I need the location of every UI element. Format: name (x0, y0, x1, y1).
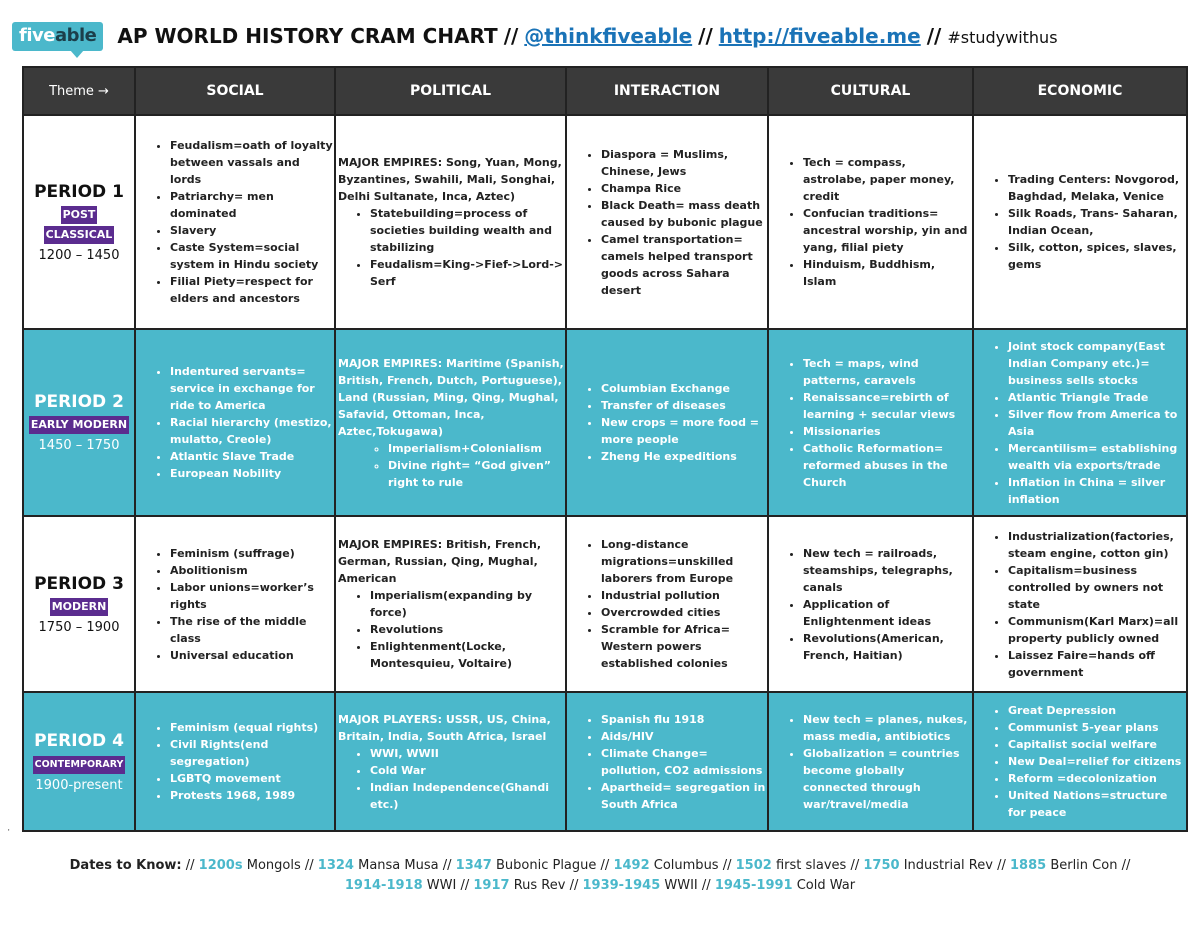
cultural-cell (768, 115, 973, 329)
economic-cell (973, 115, 1187, 329)
list-item: • Feudalism=oath of loyalty between vassals and lords (170, 137, 334, 188)
list-item: • Protests 1968, 1989 (170, 787, 334, 804)
list-item: • Capitalist social welfare (1008, 736, 1186, 753)
list-item: ◦ Divine right= “God given” right to rule (388, 457, 565, 491)
list-item: • Inflation in China = silver inflation (1008, 474, 1186, 508)
list-item: • Atlantic Slave Trade (170, 448, 334, 465)
list-item: • Silk, cotton, spices, slaves, gems (1008, 239, 1186, 273)
bullet-list (136, 137, 334, 307)
era-badge: MODERN (50, 598, 109, 616)
footer-separator: // (701, 878, 711, 893)
period-dates: 1200 – 1450 (38, 247, 120, 263)
logo-part-a: five (19, 24, 55, 46)
bullet-list (567, 536, 767, 672)
period-row (23, 516, 1187, 692)
bullet-list (974, 171, 1186, 273)
interaction-cell (566, 692, 768, 831)
period-name: PERIOD 4 (34, 730, 124, 751)
list-item: • Filial Piety=respect for elders and ancestors (170, 273, 334, 307)
title-line (117, 24, 1057, 48)
date-event: Columbus (653, 858, 719, 873)
date-event: Cold War (796, 878, 856, 893)
list-item: • New tech = planes, nukes, mass media, antibiotics (803, 711, 972, 745)
bullet-list (974, 528, 1186, 681)
header-row (23, 67, 1187, 115)
column-header-interaction: INTERACTION (566, 67, 768, 115)
website-link[interactable]: http://fiveable.me (718, 24, 921, 48)
political-cell (335, 329, 566, 516)
list-item: • Reform =decolonization (1008, 770, 1186, 787)
cultural-cell (768, 692, 973, 831)
dates-label: Dates to Know: (69, 858, 182, 873)
list-item: • Labor unions=worker’s rights (170, 579, 334, 613)
interaction-cell (566, 516, 768, 692)
footer-separator: // (997, 858, 1006, 873)
list-item: • New Deal=relief for citizens (1008, 753, 1186, 770)
list-item: • Hinduism, Buddhism, Islam (803, 256, 972, 290)
page-title: AP WORLD HISTORY CRAM CHART (117, 24, 498, 48)
period-label-cell (23, 516, 135, 692)
period-row (23, 329, 1187, 516)
list-item: • Application of Enlightenment ideas (803, 596, 972, 630)
date-event: WWI (426, 878, 457, 893)
bullet-list (769, 545, 972, 664)
list-item: • Spanish flu 1918 (601, 711, 767, 728)
bullet-list (567, 146, 767, 299)
logo-part-b: able (54, 24, 97, 46)
list-item: • Tech = maps, wind patterns, caravels (803, 355, 972, 389)
footer-separator: // (442, 858, 452, 873)
list-item: • Overcrowded cities (601, 604, 767, 621)
period-dates: 1900-present (35, 777, 123, 793)
footer-separator: // (460, 878, 470, 893)
title-separator: // (698, 24, 713, 48)
period-label-cell (23, 692, 135, 831)
bullet-list (974, 702, 1186, 821)
date-event: Mansa Musa (358, 858, 439, 873)
fiveable-logo[interactable] (12, 22, 103, 51)
footer-separator: // (569, 878, 579, 893)
date-year: 1492 (613, 858, 650, 873)
column-header-theme: Theme → (23, 67, 135, 115)
list-item: • New tech = railroads, steamships, telegraphs, canals (803, 545, 972, 596)
date-event: WWII (664, 878, 698, 893)
list-item: • Mercantilism= establishing wealth via exports/trade (1008, 440, 1186, 474)
header (12, 18, 1058, 54)
era-badge: POST (61, 206, 98, 224)
list-item: • Zheng He expeditions (601, 448, 767, 465)
political-lead: MAJOR EMPIRES: British, French, German, Russian, Qing, Mughal, American (338, 538, 542, 585)
period-label-cell (23, 329, 135, 516)
list-item: • Feudalism=King->Fief->Lord-> Serf (370, 256, 565, 290)
bullet-list (769, 355, 972, 491)
interaction-cell (566, 329, 768, 516)
social-cell (135, 516, 335, 692)
bullet-list (336, 440, 565, 491)
cram-chart-table (22, 66, 1188, 832)
list-item: • Missionaries (803, 423, 972, 440)
list-item: • Silk Roads, Trans- Saharan, Indian Ocean, (1008, 205, 1186, 239)
political-lead: MAJOR EMPIRES: Song, Yuan, Mong, Byzantines, Swahili, Mali, Songhai, Delhi Sultanate, Inca, Aztec) (338, 156, 562, 203)
date-year: 1347 (455, 858, 492, 873)
dates-to-know (20, 856, 1180, 896)
footer-separator: // (722, 858, 732, 873)
footer-separator: // (1121, 858, 1131, 873)
bullet-list (567, 711, 767, 813)
list-item: • Universal education (170, 647, 334, 664)
date-year: 1502 (735, 858, 772, 873)
list-item: • Aids/HIV (601, 728, 767, 745)
date-event: Rus Rev (513, 878, 566, 893)
era-badge: EARLY MODERN (29, 416, 129, 434)
bullet-list (336, 205, 565, 290)
list-item: • European Nobility (170, 465, 334, 482)
list-item: • Great Depression (1008, 702, 1186, 719)
date-year: 1917 (473, 878, 510, 893)
list-item: • Patriarchy= men dominated (170, 188, 334, 222)
footer-separator: // (185, 858, 195, 873)
list-item: • Joint stock company(East Indian Company etc.)= business sells stocks (1008, 338, 1186, 389)
footer-separator: // (850, 858, 860, 873)
economic-cell (973, 329, 1187, 516)
list-item: • United Nations=structure for peace (1008, 787, 1186, 821)
bullet-list (336, 587, 565, 672)
political-lead: MAJOR PLAYERS: USSR, US, China, Britain, India, South Africa, Israel (338, 712, 551, 743)
title-separator: // (503, 24, 519, 48)
period-row (23, 115, 1187, 329)
list-item: • The rise of the middle class (170, 613, 334, 647)
cultural-cell (768, 329, 973, 516)
footer-separator: // (600, 858, 610, 873)
social-cell (135, 329, 335, 516)
list-item: • Climate Change= pollution, CO2 admissions (601, 745, 767, 779)
period-name: PERIOD 3 (34, 573, 124, 594)
handle-link[interactable]: @thinkfiveable (524, 24, 693, 48)
cultural-cell (768, 516, 973, 692)
list-item: • Capitalism=business controlled by owners not state (1008, 562, 1186, 613)
political-lead: MAJOR EMPIRES: Maritime (Spanish, British, French, Dutch, Portuguese), Land (Russian, Ming, Qing, Mughal, Safavid, Ottoman, Inca, Aztec,Tokugawa) (338, 356, 564, 438)
interaction-cell (566, 115, 768, 329)
political-cell (335, 516, 566, 692)
list-item: • Tech = compass, astrolabe, paper money, credit (803, 154, 972, 205)
political-cell (335, 115, 566, 329)
list-item: • New crops = more food = more people (601, 414, 767, 448)
bullet-list (136, 545, 334, 664)
list-item: • Revolutions(American, French, Haitian) (803, 630, 972, 664)
list-item: • Enlightenment(Locke, Montesquieu, Voltaire) (370, 638, 565, 672)
date-year: 1945-1991 (714, 878, 793, 893)
list-item: • Statebuilding=process of societies building wealth and stabilizing (370, 205, 565, 256)
list-item: • Columbian Exchange (601, 380, 767, 397)
date-year: 1939-1945 (582, 878, 661, 893)
list-item: • Racial hierarchy (mestizo, mulatto, Creole) (170, 414, 334, 448)
date-event: Industrial Rev (903, 858, 993, 873)
list-item: • Camel transportation= camels helped transport goods across Sahara desert (601, 231, 767, 299)
list-item: • Feminism (suffrage) (170, 545, 334, 562)
title-separator: // (926, 24, 942, 48)
date-event: Berlin Con (1050, 858, 1118, 873)
list-item: • Confucian traditions= ancestral worship, yin and yang, filial piety (803, 205, 972, 256)
list-item: • Cold War (370, 762, 565, 779)
period-row (23, 692, 1187, 831)
list-item: • LGBTQ movement (170, 770, 334, 787)
list-item: • Abolitionism (170, 562, 334, 579)
column-header-cultural: CULTURAL (768, 67, 973, 115)
bullet-list (136, 719, 334, 804)
bullet-list (567, 380, 767, 465)
bullet-list (769, 711, 972, 813)
list-item: • Diaspora = Muslims, Chinese, Jews (601, 146, 767, 180)
date-year: 1750 (863, 858, 900, 873)
column-header-social: SOCIAL (135, 67, 335, 115)
hashtag: #studywithus (947, 28, 1058, 47)
bullet-list (136, 363, 334, 482)
list-item: • Communist 5-year plans (1008, 719, 1186, 736)
bullet-list (336, 745, 565, 813)
date-event: Mongols (246, 858, 301, 873)
list-item: • Indian Independence(Ghandi etc.) (370, 779, 565, 813)
period-name: PERIOD 2 (34, 392, 124, 412)
economic-cell (973, 516, 1187, 692)
footer-separator: // (304, 858, 314, 873)
column-header-economic: ECONOMIC (973, 67, 1187, 115)
list-item: • Imperialism(expanding by force) (370, 587, 565, 621)
date-event: Bubonic Plague (495, 858, 597, 873)
list-item: • Trading Centers: Novgorod, Baghdad, Melaka, Venice (1008, 171, 1186, 205)
era-badge: CLASSICAL (44, 226, 115, 244)
list-item: ◦ Imperialism+Colonialism (388, 440, 565, 457)
list-item: • Feminism (equal rights) (170, 719, 334, 736)
list-item: • Transfer of diseases (601, 397, 767, 414)
column-header-political: POLITICAL (335, 67, 566, 115)
bullet-list (769, 154, 972, 290)
list-item: • Atlantic Triangle Trade (1008, 389, 1186, 406)
date-year: 1324 (317, 858, 354, 873)
list-item: • Silver flow from America to Asia (1008, 406, 1186, 440)
period-dates: 1750 – 1900 (38, 619, 120, 635)
stray-mark: ' (8, 828, 10, 837)
list-item: • Industrialization(factories, steam engine, cotton gin) (1008, 528, 1186, 562)
list-item: • Catholic Reformation= reformed abuses in the Church (803, 440, 972, 491)
list-item: • Champa Rice (601, 180, 767, 197)
list-item: • Industrial pollution (601, 587, 767, 604)
era-badge: CONTEMPORARY (33, 756, 126, 774)
period-label-cell (23, 115, 135, 329)
list-item: • WWI, WWII (370, 745, 565, 762)
list-item: • Apartheid= segregation in South Africa (601, 779, 767, 813)
social-cell (135, 115, 335, 329)
date-event: first slaves (775, 858, 847, 873)
list-item: • Renaissance=rebirth of learning + secular views (803, 389, 972, 423)
list-item: • Scramble for Africa= Western powers established colonies (601, 621, 767, 672)
list-item: • Civil Rights(end segregation) (170, 736, 334, 770)
list-item: • Long-distance migrations=unskilled laborers from Europe (601, 536, 767, 587)
date-year: 1200s (198, 858, 243, 873)
list-item: • Laissez Faire=hands off government (1008, 647, 1186, 681)
list-item: • Communism(Karl Marx)=all property publicly owned (1008, 613, 1186, 647)
period-dates: 1450 – 1750 (38, 438, 120, 453)
list-item: • Indentured servants= service in exchange for ride to America (170, 363, 334, 414)
list-item: • Globalization = countries become globally connected through war/travel/media (803, 745, 972, 813)
list-item: • Revolutions (370, 621, 565, 638)
economic-cell (973, 692, 1187, 831)
social-cell (135, 692, 335, 831)
list-item: • Caste System=social system in Hindu society (170, 239, 334, 273)
list-item: • Slavery (170, 222, 334, 239)
list-item: • Black Death= mass death caused by bubonic plague (601, 197, 767, 231)
period-name: PERIOD 1 (34, 181, 124, 202)
date-year: 1914-1918 (344, 878, 423, 893)
bullet-list (974, 338, 1186, 508)
date-year: 1885 (1009, 858, 1047, 873)
political-cell (335, 692, 566, 831)
